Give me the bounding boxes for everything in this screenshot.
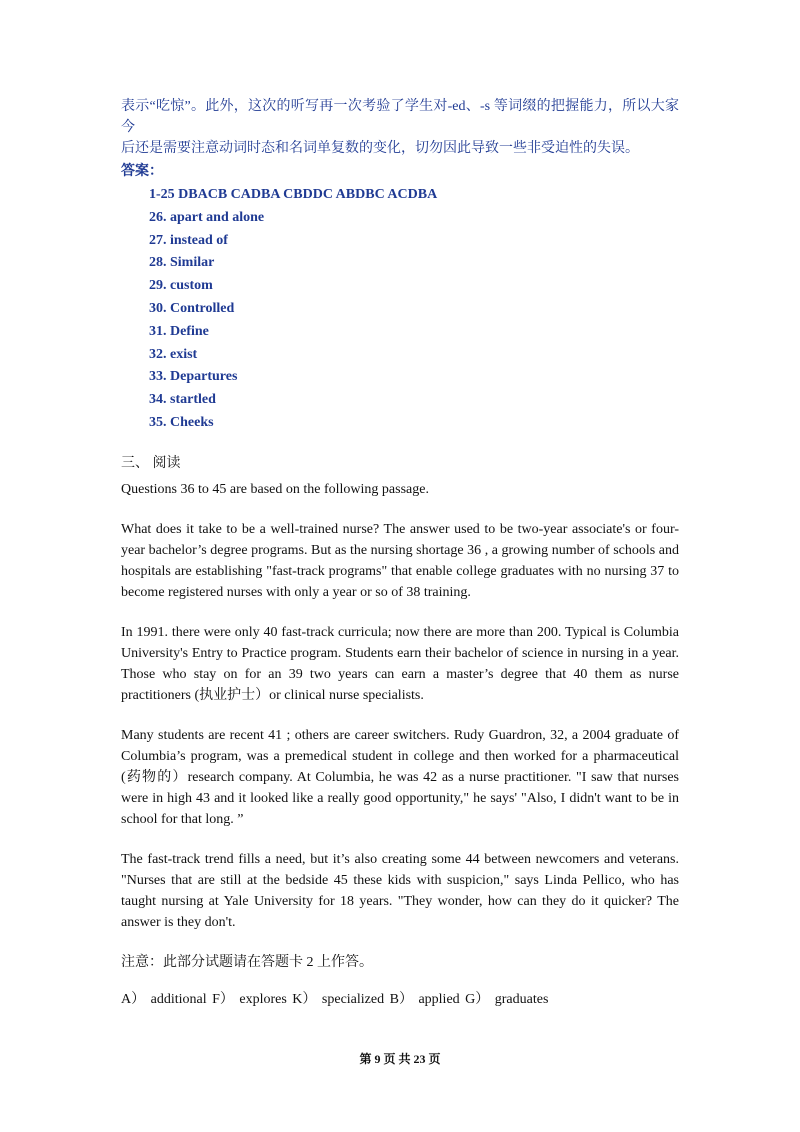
answer-item: 28. Similar <box>149 255 215 271</box>
answer-item: 1-25 DBACB CADBA CBDDC ABDBC ACDBA <box>149 187 438 202</box>
answer-item: 27. instead of <box>149 232 228 248</box>
passage-paragraph-2: In 1991. there were only 40 fast-track curricula; now there are more than 200. Typical is Columbia University's Entry to Practice program. Students earn their bachelor of science in nursing in a year. Those who stay on for an 39 two years can earn a master’s degree that 40 them as nurse practitioners (执业护士）or clinical nurse specialists. <box>121 624 679 703</box>
answers-list <box>149 184 679 435</box>
document-page <box>121 96 679 1010</box>
passage-paragraph-4: The fast-track trend fills a need, but it’s also creating some 44 between newcomers and veterans. "Nurses that are still at the bedside 45 these kids with suspicion," says Linda Pellico, who has taught nursing at Yale University for 18 years. "They wonder, how can they do it quicker? The answer is they don't. <box>121 851 679 930</box>
intro-line-2: 后还是需要注意动词时态和名词单复数的变化，切勿因此导致一些非受迫性的失误。 <box>121 141 639 156</box>
answer-item: 26. apart and alone <box>149 209 265 225</box>
answers-heading: 答案： <box>121 164 163 179</box>
section-title: 三、 阅读 <box>121 455 181 471</box>
answer-item: 35. Cheeks <box>149 414 214 430</box>
answer-item: 34. startled <box>149 392 216 408</box>
answer-item: 32. exist <box>149 346 198 362</box>
intro-line-1: 表示“吃惊”。此外，这次的听写再一次考验了学生对-ed、-s 等词缀的把握能力，所以大家今 <box>121 99 679 135</box>
answer-item: 31. Define <box>149 323 209 339</box>
page-footer: 第 9 页 共 23 页 <box>359 1052 441 1066</box>
answer-item: 29. custom <box>149 278 213 294</box>
answer-item: 33. Departures <box>149 369 238 385</box>
passage-paragraph-1: What does it take to be a well-trained nurse? The answer used to be two-year associate's or four-year bachelor’s degree programs. But as the nursing shortage 36 , a growing number of schools and hospitals are establishing "fast-track programs" that enable college graduates with no nursing 37 to become registered nurses with only a year or so of 38 training. <box>121 521 679 600</box>
passage-paragraph-3: Many students are recent 41 ; others are career switchers. Rudy Guardron, 32, a 2004 graduate of Columbia’s program, was a premedical student in college and then worked for a pharmaceutical (药物的）research company. At Columbia, he was 42 as a nurse practitioner. "I saw that nurses were in high 43 and it looked like a really good opportunity," he says' "Also, I didn't want to be in school for that long. ” <box>121 727 679 827</box>
section-instruction: Questions 36 to 45 are based on the following passage. <box>121 481 429 497</box>
word-bank-options: A） additional F） explores K） specialized B） applied G） graduates <box>121 991 549 1007</box>
answer-item: 30. Controlled <box>149 300 235 316</box>
answer-sheet-note: 注意：此部分试题请在答题卡 2 上作答。 <box>121 954 373 970</box>
